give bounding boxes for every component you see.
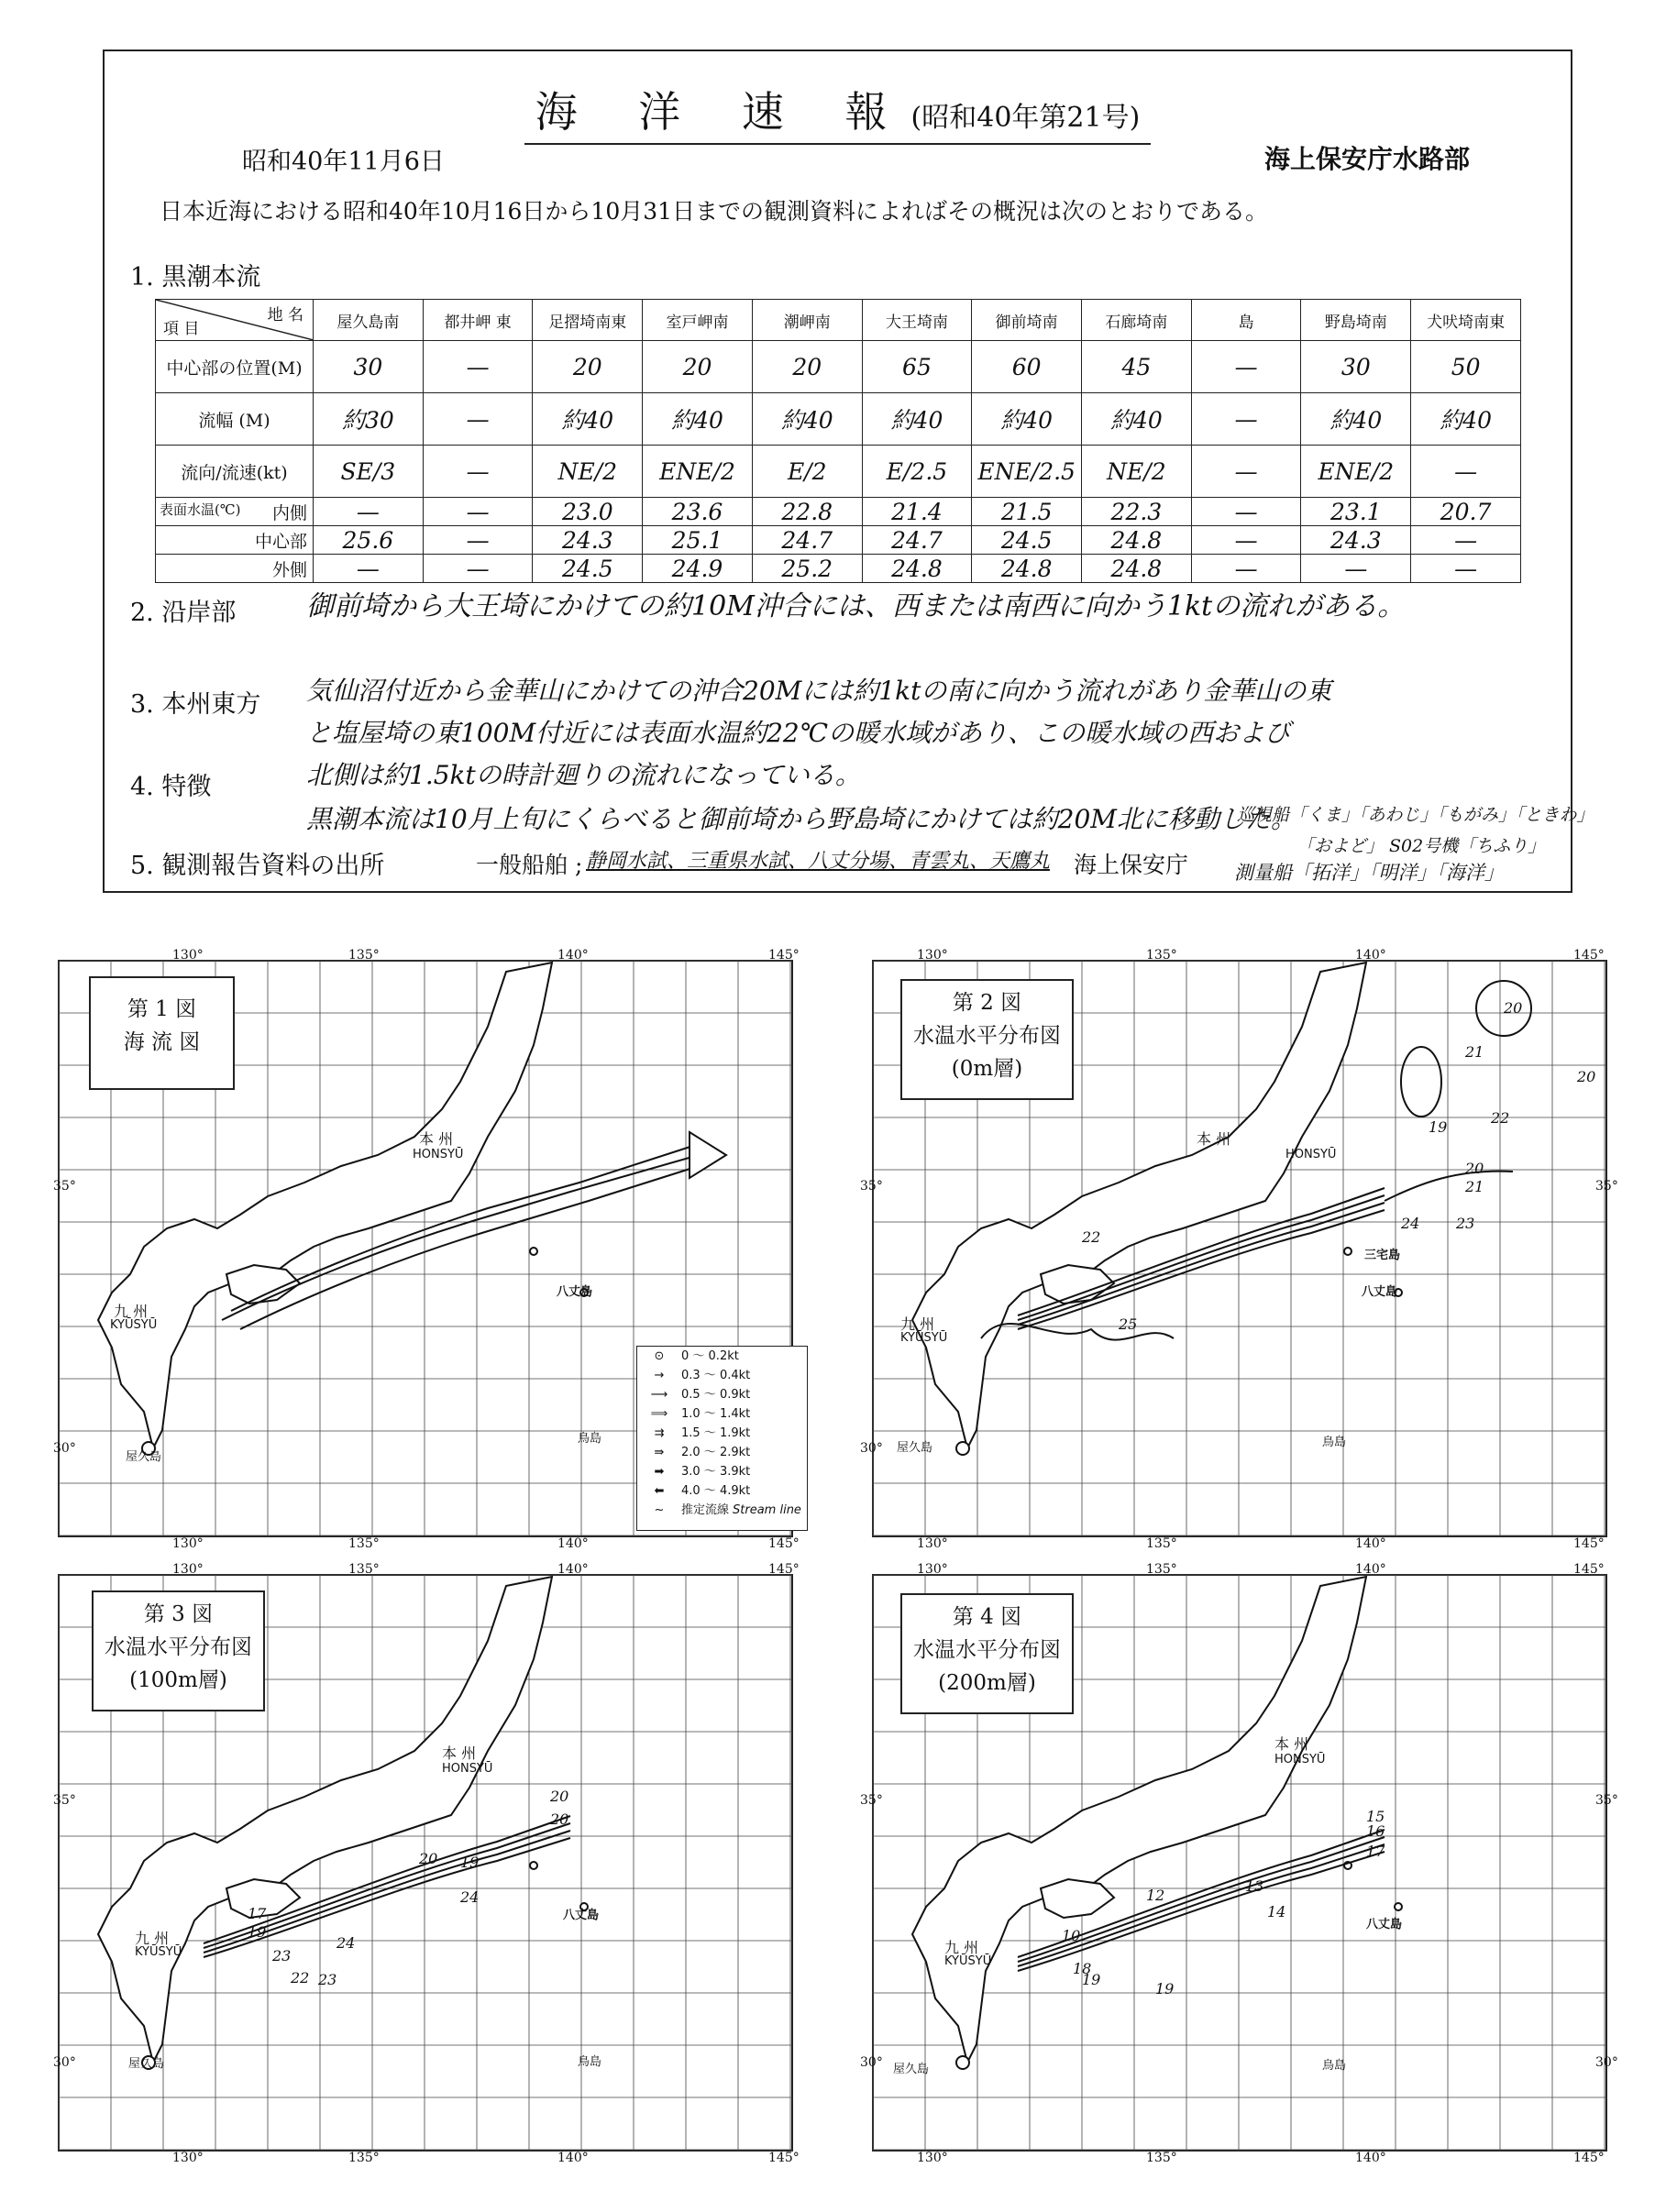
lat-label: 30° bbox=[860, 1441, 883, 1456]
figure-title-box bbox=[900, 979, 1074, 1100]
table-cell: 25.6 bbox=[314, 526, 424, 555]
lon-label: 130° bbox=[917, 2151, 948, 2165]
figure-number: 第 2 図 bbox=[952, 991, 1022, 1015]
isotherm-label: 19 bbox=[248, 1923, 267, 1941]
place-tori: 鳥島 bbox=[1322, 1436, 1347, 1449]
coastline-shikoku bbox=[1041, 1265, 1114, 1304]
section-4-heading: 4. 特徴 bbox=[130, 773, 212, 801]
table-cell: NE/2 bbox=[1082, 446, 1192, 498]
lon-label: 135° bbox=[348, 2151, 380, 2165]
isotherm-line bbox=[1385, 1172, 1513, 1201]
lon-label: 140° bbox=[557, 1562, 589, 1577]
jcg-survey-ships: 測量船「拓洋」「明洋」「海洋」 bbox=[1234, 862, 1504, 884]
lat-label: 35° bbox=[1595, 1793, 1618, 1808]
table-cell: 24.5 bbox=[533, 555, 643, 583]
isotherm-label: 25 bbox=[1119, 1315, 1138, 1333]
place-kyusyu-kanji: 九 州 bbox=[114, 1303, 149, 1320]
legend-label: 0.3 ～ 0.4kt bbox=[681, 1369, 751, 1382]
table-cell: — bbox=[423, 446, 533, 498]
section-3-heading: 3. 本州東方 bbox=[130, 690, 261, 719]
table-cell: 21.5 bbox=[972, 498, 1082, 526]
isotherm-label: 15 bbox=[1366, 1808, 1385, 1825]
lon-label: 145° bbox=[1573, 1562, 1605, 1577]
table-cell: — bbox=[314, 498, 424, 526]
isotherm-label: 13 bbox=[1245, 1877, 1264, 1895]
lon-label: 145° bbox=[768, 948, 800, 963]
isotherm-label: 19 bbox=[460, 1854, 480, 1871]
place-kyusyu: KYŪSYŪ bbox=[900, 1331, 948, 1345]
row-label bbox=[156, 498, 314, 526]
map-fig3 bbox=[53, 1562, 800, 2168]
table-cell: 約30 bbox=[314, 393, 424, 446]
section-3-line-3: 北側は約1.5ktの時計廻りの流れになっている。 bbox=[306, 760, 861, 790]
table-cell: 約40 bbox=[533, 393, 643, 446]
isotherm-label: 24 bbox=[460, 1888, 480, 1906]
legend-item bbox=[637, 1481, 807, 1501]
table-cell: 24.3 bbox=[533, 526, 643, 555]
isotherm-label: 21 bbox=[1465, 1043, 1484, 1061]
table-cell: NE/2 bbox=[533, 446, 643, 498]
table-cell: 23.6 bbox=[643, 498, 753, 526]
table-cell: 20 bbox=[752, 341, 862, 393]
figure-number: 第 4 図 bbox=[952, 1605, 1022, 1629]
lon-label: 145° bbox=[1573, 948, 1605, 963]
place-header: 御前埼南 bbox=[972, 300, 1082, 341]
lon-label: 145° bbox=[768, 2151, 800, 2165]
lon-label: 140° bbox=[1355, 1562, 1386, 1577]
place-header: 都井岬 東 bbox=[423, 300, 533, 341]
lon-label: 130° bbox=[172, 948, 204, 963]
isotherm-label: 21 bbox=[1465, 1178, 1484, 1195]
isotherm-label: 10 bbox=[1062, 1927, 1081, 1944]
place-honsyu-kanji: 本 州 bbox=[442, 1744, 477, 1762]
general-ships: 静岡水試、三重県水試、八丈分場、青雲丸、天鷹丸 bbox=[586, 850, 1051, 873]
isotherm-label: 24 bbox=[1401, 1215, 1420, 1232]
place-header: 大王埼南 bbox=[862, 300, 972, 341]
isotherm-label: 22 bbox=[291, 1969, 310, 1986]
lon-label: 130° bbox=[917, 948, 948, 963]
temp-group-label: 表面水温(℃) bbox=[160, 501, 241, 518]
table-cell: — bbox=[423, 393, 533, 446]
table-cell: — bbox=[1411, 446, 1521, 498]
table-cell: E/2 bbox=[752, 446, 862, 498]
legend-symbol: ⟹ bbox=[650, 1407, 668, 1421]
table-cell: 24.5 bbox=[972, 526, 1082, 555]
place-header: 屋久島南 bbox=[314, 300, 424, 341]
isotherm-label: 23 bbox=[318, 1971, 337, 1988]
isotherm-label: 20 bbox=[1577, 1068, 1596, 1085]
lon-label: 130° bbox=[172, 1536, 204, 1551]
table-cell: — bbox=[423, 341, 533, 393]
section-3-line-1: 気仙沼付近から金華山にかけての沖合20Mには約1ktの南に向かう流れがあり金華山の東 bbox=[306, 676, 1332, 706]
table-cell: E/2.5 bbox=[862, 446, 972, 498]
place-honsyu: HONSYŪ bbox=[442, 1762, 493, 1776]
table-cell: 45 bbox=[1082, 341, 1192, 393]
coastline-shikoku bbox=[1041, 1879, 1114, 1918]
table-cell: 30 bbox=[314, 341, 424, 393]
place-header: 室戸岬南 bbox=[643, 300, 753, 341]
figure-title-box bbox=[92, 1590, 265, 1711]
table-cell: — bbox=[1191, 498, 1301, 526]
isotherm-label: 23 bbox=[1456, 1215, 1475, 1232]
isotherm-label: 17 bbox=[1366, 1843, 1385, 1860]
legend-item bbox=[637, 1385, 807, 1404]
legend-symbol: ⇛ bbox=[654, 1446, 665, 1459]
legend-symbol: ⊙ bbox=[654, 1349, 665, 1363]
table-cell: 21.4 bbox=[862, 498, 972, 526]
isotherm-label: 17 bbox=[248, 1905, 267, 1922]
table-cell: 50 bbox=[1411, 341, 1521, 393]
table-cell: 約40 bbox=[862, 393, 972, 446]
section-2-heading: 2. 沿岸部 bbox=[130, 599, 237, 627]
table-cell: 24.8 bbox=[1082, 555, 1192, 583]
table-cell: — bbox=[1191, 446, 1301, 498]
row-center bbox=[156, 341, 1521, 393]
isotherm-label: 20 bbox=[550, 1810, 569, 1828]
isotherm-label: 18 bbox=[1073, 1960, 1092, 1977]
isotherm-label: 12 bbox=[1146, 1887, 1165, 1904]
lon-label: 130° bbox=[917, 1562, 948, 1577]
table-cell: 30 bbox=[1301, 341, 1411, 393]
isotherm-label: 22 bbox=[1491, 1109, 1510, 1127]
lon-label: 140° bbox=[1355, 1536, 1386, 1551]
table-cell: — bbox=[1191, 393, 1301, 446]
isotherm-label: 22 bbox=[1082, 1228, 1101, 1246]
header-place: 地 名 bbox=[267, 306, 303, 325]
isotherm-label: 23 bbox=[272, 1947, 292, 1964]
row-temp-middle bbox=[156, 526, 1521, 555]
place-yaku: 屋久島 bbox=[893, 2063, 930, 2076]
legend-symbol: → bbox=[654, 1369, 665, 1382]
lon-label: 135° bbox=[1146, 1536, 1177, 1551]
table-cell: 約40 bbox=[1082, 393, 1192, 446]
lon-label: 145° bbox=[768, 1536, 800, 1551]
table-cell: SE/3 bbox=[314, 446, 424, 498]
table-cell: — bbox=[314, 555, 424, 583]
legend-symbol: ⇉ bbox=[654, 1426, 665, 1440]
table-cell: 25.2 bbox=[752, 555, 862, 583]
isotherm-label: 20 bbox=[419, 1850, 438, 1867]
lon-label: 130° bbox=[172, 1562, 204, 1577]
isotherm-label: 20 bbox=[1504, 999, 1523, 1017]
legend-symbol: ➡ bbox=[654, 1465, 665, 1479]
legend-label: 1.0 ～ 1.4kt bbox=[681, 1407, 751, 1421]
row-direction bbox=[156, 446, 1521, 498]
lon-label: 135° bbox=[1146, 2151, 1177, 2165]
lon-label: 135° bbox=[1146, 948, 1177, 963]
place-honsyu-kanji: 本 州 bbox=[1274, 1735, 1309, 1753]
table-cell: — bbox=[1191, 555, 1301, 583]
table-cell: ENE/2 bbox=[643, 446, 753, 498]
isotherm-label: 20 bbox=[1465, 1160, 1484, 1177]
figure-number: 第 3 図 bbox=[143, 1602, 214, 1626]
table-cell: — bbox=[1411, 526, 1521, 555]
place-header: 足摺埼南東 bbox=[533, 300, 643, 341]
row-label: 中心部の位置(M) bbox=[156, 341, 314, 393]
figure-title-box bbox=[89, 976, 235, 1090]
legend-symbol: ⟶ bbox=[650, 1388, 668, 1402]
current-speed-legend bbox=[636, 1346, 808, 1531]
map-fig1 bbox=[53, 948, 801, 1554]
isotherm-label: 19 bbox=[1155, 1980, 1175, 1997]
place-tori: 鳥島 bbox=[578, 2055, 602, 2069]
place-hachijo: 八丈島 bbox=[1362, 1285, 1398, 1299]
lon-label: 145° bbox=[1573, 1536, 1605, 1551]
lon-label: 135° bbox=[348, 1536, 380, 1551]
island-yaku bbox=[956, 2056, 969, 2069]
row-temp-inner bbox=[156, 498, 1521, 526]
warm-eddy bbox=[1401, 1047, 1441, 1117]
lon-label: 135° bbox=[348, 948, 380, 963]
table-cell: 約40 bbox=[752, 393, 862, 446]
place-honsyu: HONSYŪ bbox=[1274, 1753, 1326, 1766]
table-cell: 20 bbox=[533, 341, 643, 393]
table-cell: 24.8 bbox=[862, 555, 972, 583]
place-yaku: 屋久島 bbox=[126, 1450, 162, 1464]
table-cell: — bbox=[1191, 341, 1301, 393]
legend-label: 0.5 ～ 0.9kt bbox=[681, 1388, 751, 1402]
lat-label: 30° bbox=[860, 2055, 883, 2070]
figure-subtitle: (0m層) bbox=[951, 1057, 1023, 1081]
isotherm-label: 14 bbox=[1267, 1903, 1286, 1920]
place-tori: 鳥島 bbox=[1322, 2059, 1347, 2073]
legend-item bbox=[637, 1404, 807, 1424]
place-honsyu: HONSYŪ bbox=[1285, 1148, 1337, 1161]
island-miyake bbox=[530, 1862, 537, 1869]
legend-label: 4.0 ～ 4.9kt bbox=[681, 1484, 751, 1498]
place-tori: 鳥島 bbox=[578, 1432, 602, 1446]
kuroshio-table bbox=[155, 299, 1521, 583]
map-fig2 bbox=[860, 948, 1618, 1554]
place-kyusyu: KYŪSYŪ bbox=[944, 1954, 992, 1968]
table-cell: 約40 bbox=[972, 393, 1082, 446]
place-kyusyu-kanji: 九 州 bbox=[900, 1315, 935, 1333]
table-cell: 22.8 bbox=[752, 498, 862, 526]
table-corner bbox=[156, 300, 314, 341]
table-cell: 24.7 bbox=[862, 526, 972, 555]
place-hachijo: 八丈島 bbox=[563, 1909, 600, 1922]
legend-item bbox=[637, 1347, 807, 1366]
header-item: 項 目 bbox=[163, 320, 200, 338]
legend-label: 推定流線 bbox=[681, 1503, 730, 1517]
isotherm-label: 24 bbox=[337, 1934, 356, 1952]
legend-label: 2.0 ～ 2.9kt bbox=[681, 1446, 751, 1459]
row-label: 流幅 (M) bbox=[156, 393, 314, 446]
section-3-line-2: と塩屋埼の東100M付近には表面水温約22℃の暖水域があり、この暖水域の西および bbox=[306, 718, 1291, 748]
lon-label: 130° bbox=[172, 2151, 204, 2165]
place-yaku: 屋久島 bbox=[897, 1441, 933, 1455]
table-cell: 60 bbox=[972, 341, 1082, 393]
table-header-row bbox=[156, 300, 1521, 341]
place-honsyu-kanji: 本 州 bbox=[419, 1130, 454, 1148]
place-kyusyu: KYŪSYŪ bbox=[135, 1945, 182, 1959]
jcg-patrol-ships: 巡視船「くま」「あわじ」「もがみ」「ときわ」 bbox=[1237, 805, 1594, 825]
table-cell: — bbox=[423, 498, 533, 526]
table-cell: — bbox=[423, 555, 533, 583]
place-hachijo: 八丈島 bbox=[1366, 1918, 1403, 1931]
legend-symbol: ⬅ bbox=[654, 1484, 665, 1498]
title-main: 海 洋 速 報 bbox=[535, 87, 911, 137]
table-cell: 約40 bbox=[1301, 393, 1411, 446]
row-label: 流向/流速(kt) bbox=[156, 446, 314, 498]
table-cell: 23.1 bbox=[1301, 498, 1411, 526]
table-cell: ENE/2.5 bbox=[972, 446, 1082, 498]
legend-label: 1.5 ～ 1.9kt bbox=[681, 1426, 751, 1440]
lon-label: 145° bbox=[768, 1562, 800, 1577]
issuer: 海上保安庁水路部 bbox=[1263, 144, 1470, 174]
lat-label: 30° bbox=[53, 1441, 76, 1456]
table-cell: 65 bbox=[862, 341, 972, 393]
figure-title: 水温水平分布図 bbox=[105, 1635, 252, 1659]
lat-label: 30° bbox=[53, 2055, 76, 2070]
figure-subtitle: (200m層) bbox=[938, 1671, 1036, 1695]
legend-item bbox=[637, 1501, 807, 1520]
report-sheet bbox=[103, 50, 1594, 893]
place-header: 野島埼南 bbox=[1301, 300, 1411, 341]
table-cell: 24.3 bbox=[1301, 526, 1411, 555]
place-kyusyu-kanji: 九 州 bbox=[944, 1939, 979, 1956]
place-header: 島 bbox=[1191, 300, 1301, 341]
table-cell: 23.0 bbox=[533, 498, 643, 526]
table-cell: 24.7 bbox=[752, 526, 862, 555]
section-4-text: 黒潮本流は10月上旬にくらべると御前埼から野島埼にかけては約20M北に移動した。 bbox=[306, 804, 1296, 834]
place-kyusyu: KYŪSYŪ bbox=[110, 1318, 158, 1332]
map-fig4 bbox=[860, 1562, 1618, 2168]
legend-item bbox=[637, 1462, 807, 1481]
section-1-heading: 1. 黒潮本流 bbox=[130, 263, 261, 292]
island-miyake bbox=[1344, 1248, 1352, 1255]
lon-label: 140° bbox=[557, 948, 589, 963]
issue-date: 昭和40年11月6日 bbox=[242, 148, 445, 176]
table-cell: 24.8 bbox=[1082, 526, 1192, 555]
lon-label: 135° bbox=[1146, 1562, 1177, 1577]
lon-label: 130° bbox=[917, 1536, 948, 1551]
figure-title: 海 流 図 bbox=[123, 1030, 201, 1054]
place-header: 石廊埼南 bbox=[1082, 300, 1192, 341]
stream-arrowhead bbox=[690, 1132, 726, 1178]
lon-label: 135° bbox=[348, 1562, 380, 1577]
row-width bbox=[156, 393, 1521, 446]
general-ships-label: 一般船舶 ; bbox=[476, 852, 583, 878]
report-title bbox=[105, 79, 1571, 145]
place-miyake: 三宅島 bbox=[1364, 1249, 1401, 1262]
table-cell: 24.8 bbox=[972, 555, 1082, 583]
lon-label: 145° bbox=[1573, 2151, 1605, 2165]
lon-label: 140° bbox=[557, 1536, 589, 1551]
place-yaku: 屋久島 bbox=[128, 2057, 165, 2071]
table-cell: — bbox=[423, 526, 533, 555]
isotherm-label: 19 bbox=[1082, 1971, 1101, 1988]
row-temp-outer bbox=[156, 555, 1521, 583]
island-yaku bbox=[956, 1442, 969, 1455]
table-cell: 22.3 bbox=[1082, 498, 1192, 526]
place-header: 潮岬南 bbox=[752, 300, 862, 341]
table-cell: — bbox=[1411, 555, 1521, 583]
lat-label: 35° bbox=[860, 1793, 883, 1808]
lat-label: 30° bbox=[1595, 2055, 1618, 2070]
figure-number: 第 1 図 bbox=[127, 997, 197, 1021]
place-kyusyu-kanji: 九 州 bbox=[135, 1930, 170, 1947]
table-cell: ENE/2 bbox=[1301, 446, 1411, 498]
figure-title-box bbox=[900, 1593, 1074, 1714]
table-cell: — bbox=[1191, 526, 1301, 555]
figure-subtitle: (100m層) bbox=[129, 1668, 227, 1692]
place-hachijo: 八丈島 bbox=[557, 1285, 593, 1299]
lon-label: 140° bbox=[1355, 2151, 1386, 2165]
outer-label: 外側 bbox=[156, 555, 314, 583]
title-issue: (昭和40年第21号) bbox=[910, 102, 1141, 134]
legend-item bbox=[637, 1366, 807, 1385]
place-header: 犬吠埼南東 bbox=[1411, 300, 1521, 341]
legend-item bbox=[637, 1424, 807, 1443]
table-cell: 25.1 bbox=[643, 526, 753, 555]
legend-label: 3.0 ～ 3.9kt bbox=[681, 1465, 751, 1479]
place-honsyu: HONSYŪ bbox=[413, 1148, 464, 1161]
table-cell: 24.9 bbox=[643, 555, 753, 583]
legend-symbol: ~ bbox=[654, 1503, 665, 1517]
table-cell: 約40 bbox=[643, 393, 753, 446]
figure-title: 水温水平分布図 bbox=[913, 1024, 1061, 1048]
isotherm-label: 20 bbox=[550, 1788, 569, 1805]
legend-label: 0 ～ 0.2kt bbox=[681, 1349, 739, 1363]
lat-label: 35° bbox=[53, 1793, 76, 1808]
isotherm-label: 16 bbox=[1366, 1822, 1385, 1840]
place-honsyu-kanji: 本 州 bbox=[1197, 1130, 1231, 1148]
legend-item bbox=[637, 1443, 807, 1462]
figure-title: 水温水平分布図 bbox=[913, 1638, 1061, 1662]
table-cell: 20 bbox=[643, 341, 753, 393]
lat-label: 35° bbox=[860, 1179, 883, 1194]
table-cell: 20.7 bbox=[1411, 498, 1521, 526]
island-miyake bbox=[530, 1248, 537, 1255]
jcg-label: 海上保安庁 bbox=[1074, 852, 1189, 878]
jcg-patrol-ships-2: 「およど」 S02号機「ちふり」 bbox=[1296, 836, 1546, 856]
lon-label: 140° bbox=[557, 2151, 589, 2165]
table-cell: 約40 bbox=[1411, 393, 1521, 446]
section-2-text: 御前埼から大王埼にかけての約10M沖合には、西または南西に向かう1ktの流れがある。 bbox=[306, 590, 1406, 622]
lat-label: 35° bbox=[53, 1179, 76, 1194]
island-hachijo bbox=[1395, 1903, 1402, 1910]
section-5-heading: 5. 観測報告資料の出所 bbox=[130, 852, 385, 880]
intro-text: 日本近海における昭和40年10月16日から10月31日までの観測資料によればその概況は次のとおりである。 bbox=[160, 198, 1269, 225]
table-cell: — bbox=[1301, 555, 1411, 583]
lat-label: 35° bbox=[1595, 1179, 1618, 1194]
legend-label-en: Stream line bbox=[733, 1503, 801, 1517]
lon-label: 140° bbox=[1355, 948, 1386, 963]
isotherm-label: 19 bbox=[1429, 1118, 1448, 1136]
inner-label: 内側 bbox=[271, 502, 307, 523]
middle-label: 中心部 bbox=[156, 526, 314, 555]
